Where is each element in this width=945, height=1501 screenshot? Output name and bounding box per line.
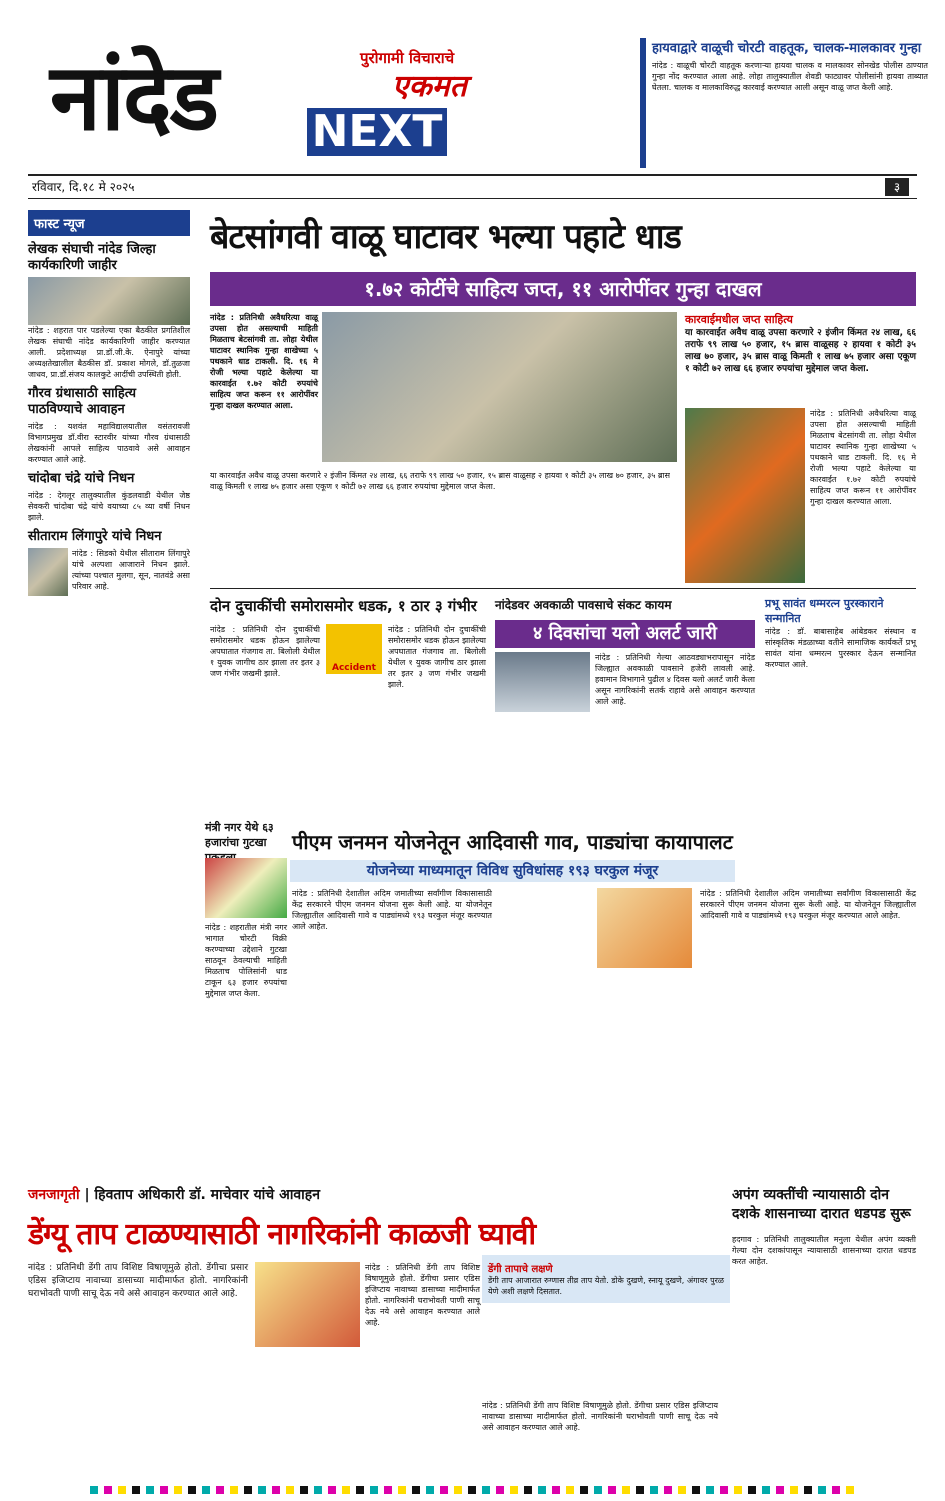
gutkha-text: नांदेड : शहरातील मंत्री नगर भागात चोरटी विक्री करण्याच्या उद्देशाने गुटखा साठवून ठेवल्याची माहिती मिळताच पोलिसांनी धाड टाकून ६३ हजार रुपयांचा मुद्देमाल जप्त केला. <box>205 923 287 998</box>
seized-box <box>685 312 916 375</box>
janjagruti-tag: जनजागृती <box>28 1187 80 1203</box>
dengue-headline: डेंग्यू ताप टाळण्यासाठी नागरिकांनी काळजी घ्यावी <box>28 1217 536 1252</box>
left-text-2: नांदेड : यशवंत महाविद्यालयातील वसंतरावजी विभागप्रमुख डॉ.वीरा स्टारवीर यांच्या गौरव ग्रंथासाठी लेखकांनी आपले साहित्य पाठवावे असे आवाहन करण्यात आले आहे. <box>28 422 190 464</box>
left-headline-3: चांदोबा चंद्रे यांचे निधन <box>28 471 135 486</box>
left-text-4: नांदेड : सिडको येथील सीताराम लिंगापुरे यांचे अल्पशा आजाराने निधन झाले. त्यांच्या पश्चात मुलगा, सून, नातवंडे असा परिवार आहे. <box>72 549 190 591</box>
main-lead: नांदेड : प्रतिनिधी अवैधरित्या वाळू उपसा होत असल्याची माहिती मिळताच बेटसांगवी ता. लोहा येथील घाटावर स्थानिक गुन्हा शाखेच्या ५ पथकाने धाड टाकली. दि. १६ मे रोजी भल्या पहाटे केलेल्या या कारवाईत १.७२ कोटी रुपयांचे साहित्य जप्त करून ११ आरोपींवर गुन्हा दाखल करण्यात आला. <box>210 313 318 410</box>
page-number: ३ <box>885 178 909 196</box>
date-line: रविवार, दि.१८ मे २०२५ <box>32 180 135 194</box>
main-body: या कारवाईत अवैध वाळू उपसा करणारे २ इंजीन किंमत २४ लाख, ६६ तराफे ९९ लाख ५० हजार, १५ ब्रास वाळूसह २ हायवा १ कोटी ३५ लाख ७० हजार, ३५ ब्रास वाळू किमती १ लाख ७५ हजार असा एकूण १ कोटी ७२ लाख ६६ हजार रुपयांचा मुद्देमाल जप्त केला. <box>210 471 670 491</box>
accident-text-2: नांदेड : प्रतिनिधी दोन दुचाकींची समोरासमोर धडक होऊन झालेल्या अपघातात गंजगाव ता. बिलोली येथील १ युवक जागीच ठार झाला तर इतर ३ जण गंभीर जखमी झाले. <box>388 625 486 689</box>
main-col-right: नांदेड : प्रतिनिधी अवैधरित्या वाळू उपसा होत असल्याची माहिती मिळताच बेटसांगवी ता. लोहा येथील घाटावर स्थानिक गुन्हा शाखेच्या ५ पथकाने धाड टाकली. दि. १६ मे रोजी भल्या पहाटे केलेल्या या कारवाईत १.७२ कोटी रुपयांचे साहित्य जप्त करून ११ आरोपींवर गुन्हा दाखल करण्यात आला. <box>810 409 916 506</box>
brand-tagline: पुरोगामी विचाराचे <box>360 49 455 67</box>
janjagruti-bar: जनजागृती | हिवताप अधिकारी डॉ. माचेवार यांचे आवाहन <box>28 1187 320 1203</box>
color-registration-strip <box>90 1486 860 1494</box>
pm-text-2: नांदेड : प्रतिनिधी देशातील अदिम जमातीच्या सर्वांगीण विकासासाठी केंद्र सरकारने पीएम जनमन योजना सुरू केली आहे. या योजनेतून जिल्ह्यातील आदिवासी गावे व पाड्यांमध्ये १९३ घरकुल मंजूर करण्यात आले आहेत. <box>700 889 916 920</box>
dengue-photo <box>255 1262 360 1347</box>
left-headline-1: लेखक संघाची नांदेड जिल्हा कार्यकारिणी जाहीर <box>28 242 156 273</box>
masthead-next: NEXT <box>307 108 447 156</box>
accident-headline: दोन दुचाकींची समोरासमोर धडक, १ ठार ३ गंभीर <box>210 597 477 615</box>
top-news-title: हायवाद्वारे वाळूची चोरटी वाहतूक, चालक-मालकावर गुन्हा <box>652 41 922 56</box>
main-headline: बेटसांगवी वाळू घाटावर भल्या पहाटे धाड <box>210 217 681 257</box>
pm-subheadline: योजनेच्या माध्यमातून विविध सुविधांसह १९३ घरकुल मंजूर <box>290 860 735 882</box>
rain-photo <box>495 652 590 712</box>
fast-news-label: फास्ट न्यूज <box>28 210 190 236</box>
portrait-photo <box>28 548 68 596</box>
main-photo <box>322 312 677 462</box>
group-photo <box>28 277 190 325</box>
accident-icon: Accident <box>326 624 382 674</box>
left-headline-4: सीताराम लिंगापुरे यांचे निधन <box>28 529 162 544</box>
top-news-text: नांदेड : वाळूची चोरटी वाहतूक करणाऱ्या हायवा चालक व मालकावर सोनखेड पोलीस ठाण्यात गुन्हा नोंद करण्यात आला आहे. लोहा तालुक्यातील शेवडी फाट्यावर पोलीसांनी हायवा ताब्यात घेतला. चालक व मालकाविरुद्ध कारवाई करण्यात आली असून वाळू जप्त केली आहे. <box>652 61 928 92</box>
award-headline: प्रभू सावंत धम्मरत्न पुरस्काराने सन्मानित <box>765 597 884 625</box>
gutkha-photo <box>205 858 287 918</box>
rule-date <box>28 198 917 199</box>
main-banner: १.७२ कोटींचे साहित्य जप्त, ११ आरोपींवर गुन्हा दाखल <box>210 272 916 306</box>
fire-photo <box>685 408 805 583</box>
left-headline-2: गौरव ग्रंथासाठी साहित्य पाठविण्याचे आवाहन <box>28 386 137 417</box>
house-photo <box>597 888 692 968</box>
dengue-text-1: नांदेड : प्रतिनिधी डेंगी ताप विशिष्ट विषाणूमुळे होतो. डेंगीचा प्रसार एडिस इजिप्टाय नावाच्या डासाच्या मादीमार्फत होतो. नागरिकांनी घराभोवती पाणी साचू देऊ नये असे आवाहन करण्यात आले आहे. <box>28 1263 248 1299</box>
accident-text-1: नांदेड : प्रतिनिधी दोन दुचाकींची समोरासमोर धडक होऊन झालेल्या अपघातात गंजगाव ता. बिलोली येथील १ युवक जागीच ठार झाला तर इतर ३ जण गंभीर जखमी झाले. <box>210 625 320 678</box>
janjagruti-text: हिवताप अधिकारी डॉ. माचेवार यांचे आवाहन <box>94 1187 320 1203</box>
left-text-1: नांदेड : शहरात पार पडलेल्या एका बैठकीत प्रगतिशील लेखक संघाची नांदेड कार्यकारिणी जाहीर करण्यात आली. प्रदेशाध्यक्ष प्रा.डॉ.जी.के. ऐनापुरे यांच्या अध्यक्षतेखालील बैठकीस डॉ. प्रकाश मोगले, डॉ.तुळजा जाधव, प्रा.डॉ.संजय कालकुटे आदींची उपस्थिती होती. <box>28 326 190 379</box>
award-text: नांदेड : डॉ. बाबासाहेब आंबेडकर संस्थान व सांस्कृतिक मंडळाच्या वतीने सामाजिक कार्यकर्ते प्रभू सावंत यांना धम्मरत्न पुरस्कार देऊन सन्मानित करण्यात आले. <box>765 627 916 669</box>
dengue-text-3: नांदेड : प्रतिनिधी डेंगी ताप विशिष्ट विषाणूमुळे होतो. डेंगीचा प्रसार एडिस इजिप्टाय नावाच्या डासाच्या मादीमार्फत होतो. नागरिकांनी घराभोवती पाणी साचू देऊ नये असे आवाहन करण्यात आले आहे. <box>482 1401 718 1432</box>
rule-mid <box>210 588 916 589</box>
rule-top <box>28 174 917 176</box>
top-news-box <box>640 38 928 168</box>
masthead-title: नांदेड <box>50 44 217 151</box>
dengue-text-2: नांदेड : प्रतिनिधी डेंगी ताप विशिष्ट विषाणूमुळे होतो. डेंगीचा प्रसार एडिस इजिप्टाय नावाच्या डासाच्या मादीमार्फत होतो. नागरिकांनी घराभोवती पाणी साचू देऊ नये असे आवाहन करण्यात आले आहे. <box>365 1263 480 1327</box>
dengue-box-head: डेंगी तापाचे लक्षणे <box>488 1264 553 1275</box>
rain-kicker: नांदेडवर अवकाळी पावसाचे संकट कायम <box>495 598 672 612</box>
left-column <box>28 210 190 596</box>
disabled-headline: अपंग व्यक्तींची न्यायासाठी दोन दशके शासनाच्या दारात धडपड सुरू <box>732 1187 911 1222</box>
brand-name: एकमत <box>392 69 467 104</box>
seized-text: या कारवाईत अवैध वाळू उपसा करणारे २ इंजीन किंमत २४ लाख, ६६ तराफे ९९ लाख ५० हजार, १५ ब्रास वाळूसह २ हायवा १ कोटी ३५ लाख ७० हजार, ३५ ब्रास वाळू किमती १ लाख ७५ हजार असा एकूण १ कोटी ७२ लाख ६६ हजार रुपयांचा मुद्देमाल जप्त केला. <box>685 328 916 374</box>
pm-headline: पीएम जनमन योजनेतून आदिवासी गाव, पाड्यांचा कायापालट <box>292 830 733 854</box>
dengue-box <box>482 1255 730 1303</box>
rain-text: नांदेड : प्रतिनिधी गेल्या आठवड्याभरापासून नांदेड जिल्ह्यात अवकाळी पावसाने हजेरी लावली आहे. हवामान विभागाने पुढील ४ दिवस यलो अलर्ट जारी केला असून नागरिकांनी सतर्क राहावे असे आवाहन करण्यात आले आहे. <box>595 653 755 706</box>
dengue-box-text: डेंगी ताप आजारात रुग्णास तीव्र ताप येतो. डोके दुखणे, स्नायू दुखणे, अंगावर पुरळ येणे अशी लक्षणे दिसतात. <box>488 1276 724 1296</box>
rain-headline: ४ दिवसांचा यलो अलर्ट जारी <box>495 620 755 648</box>
seized-head: कारवाईमधील जप्त साहित्य <box>685 313 793 326</box>
disabled-text: हदगाव : प्रतिनिधी तालुक्यातील मनुला येथील अपंग व्यक्ती गेल्या दोन दशकांपासून न्यायासाठी शासनाच्या दारात धडपड करत आहेत. <box>732 1235 916 1266</box>
pm-text-1: नांदेड : प्रतिनिधी देशातील अदिम जमातीच्या सर्वांगीण विकासासाठी केंद्र सरकारने पीएम जनमन योजना सुरू केली आहे. या योजनेतून जिल्ह्यातील आदिवासी गावे व पाड्यांमध्ये १९३ घरकुल मंजूर करण्यात आले आहेत. <box>292 889 492 931</box>
gutkha-headline: मंत्री नगर येथे ६३ हजारांचा गुटखा <box>205 821 274 849</box>
left-text-3: नांदेड : देगलूर तालुक्यातील कुंडलवाडी येथील जेष्ठ सेवकरी चांदोबा चंद्रे यांचे वयाच्या ८५ व्या वर्षी निधन झाले. <box>28 491 190 522</box>
